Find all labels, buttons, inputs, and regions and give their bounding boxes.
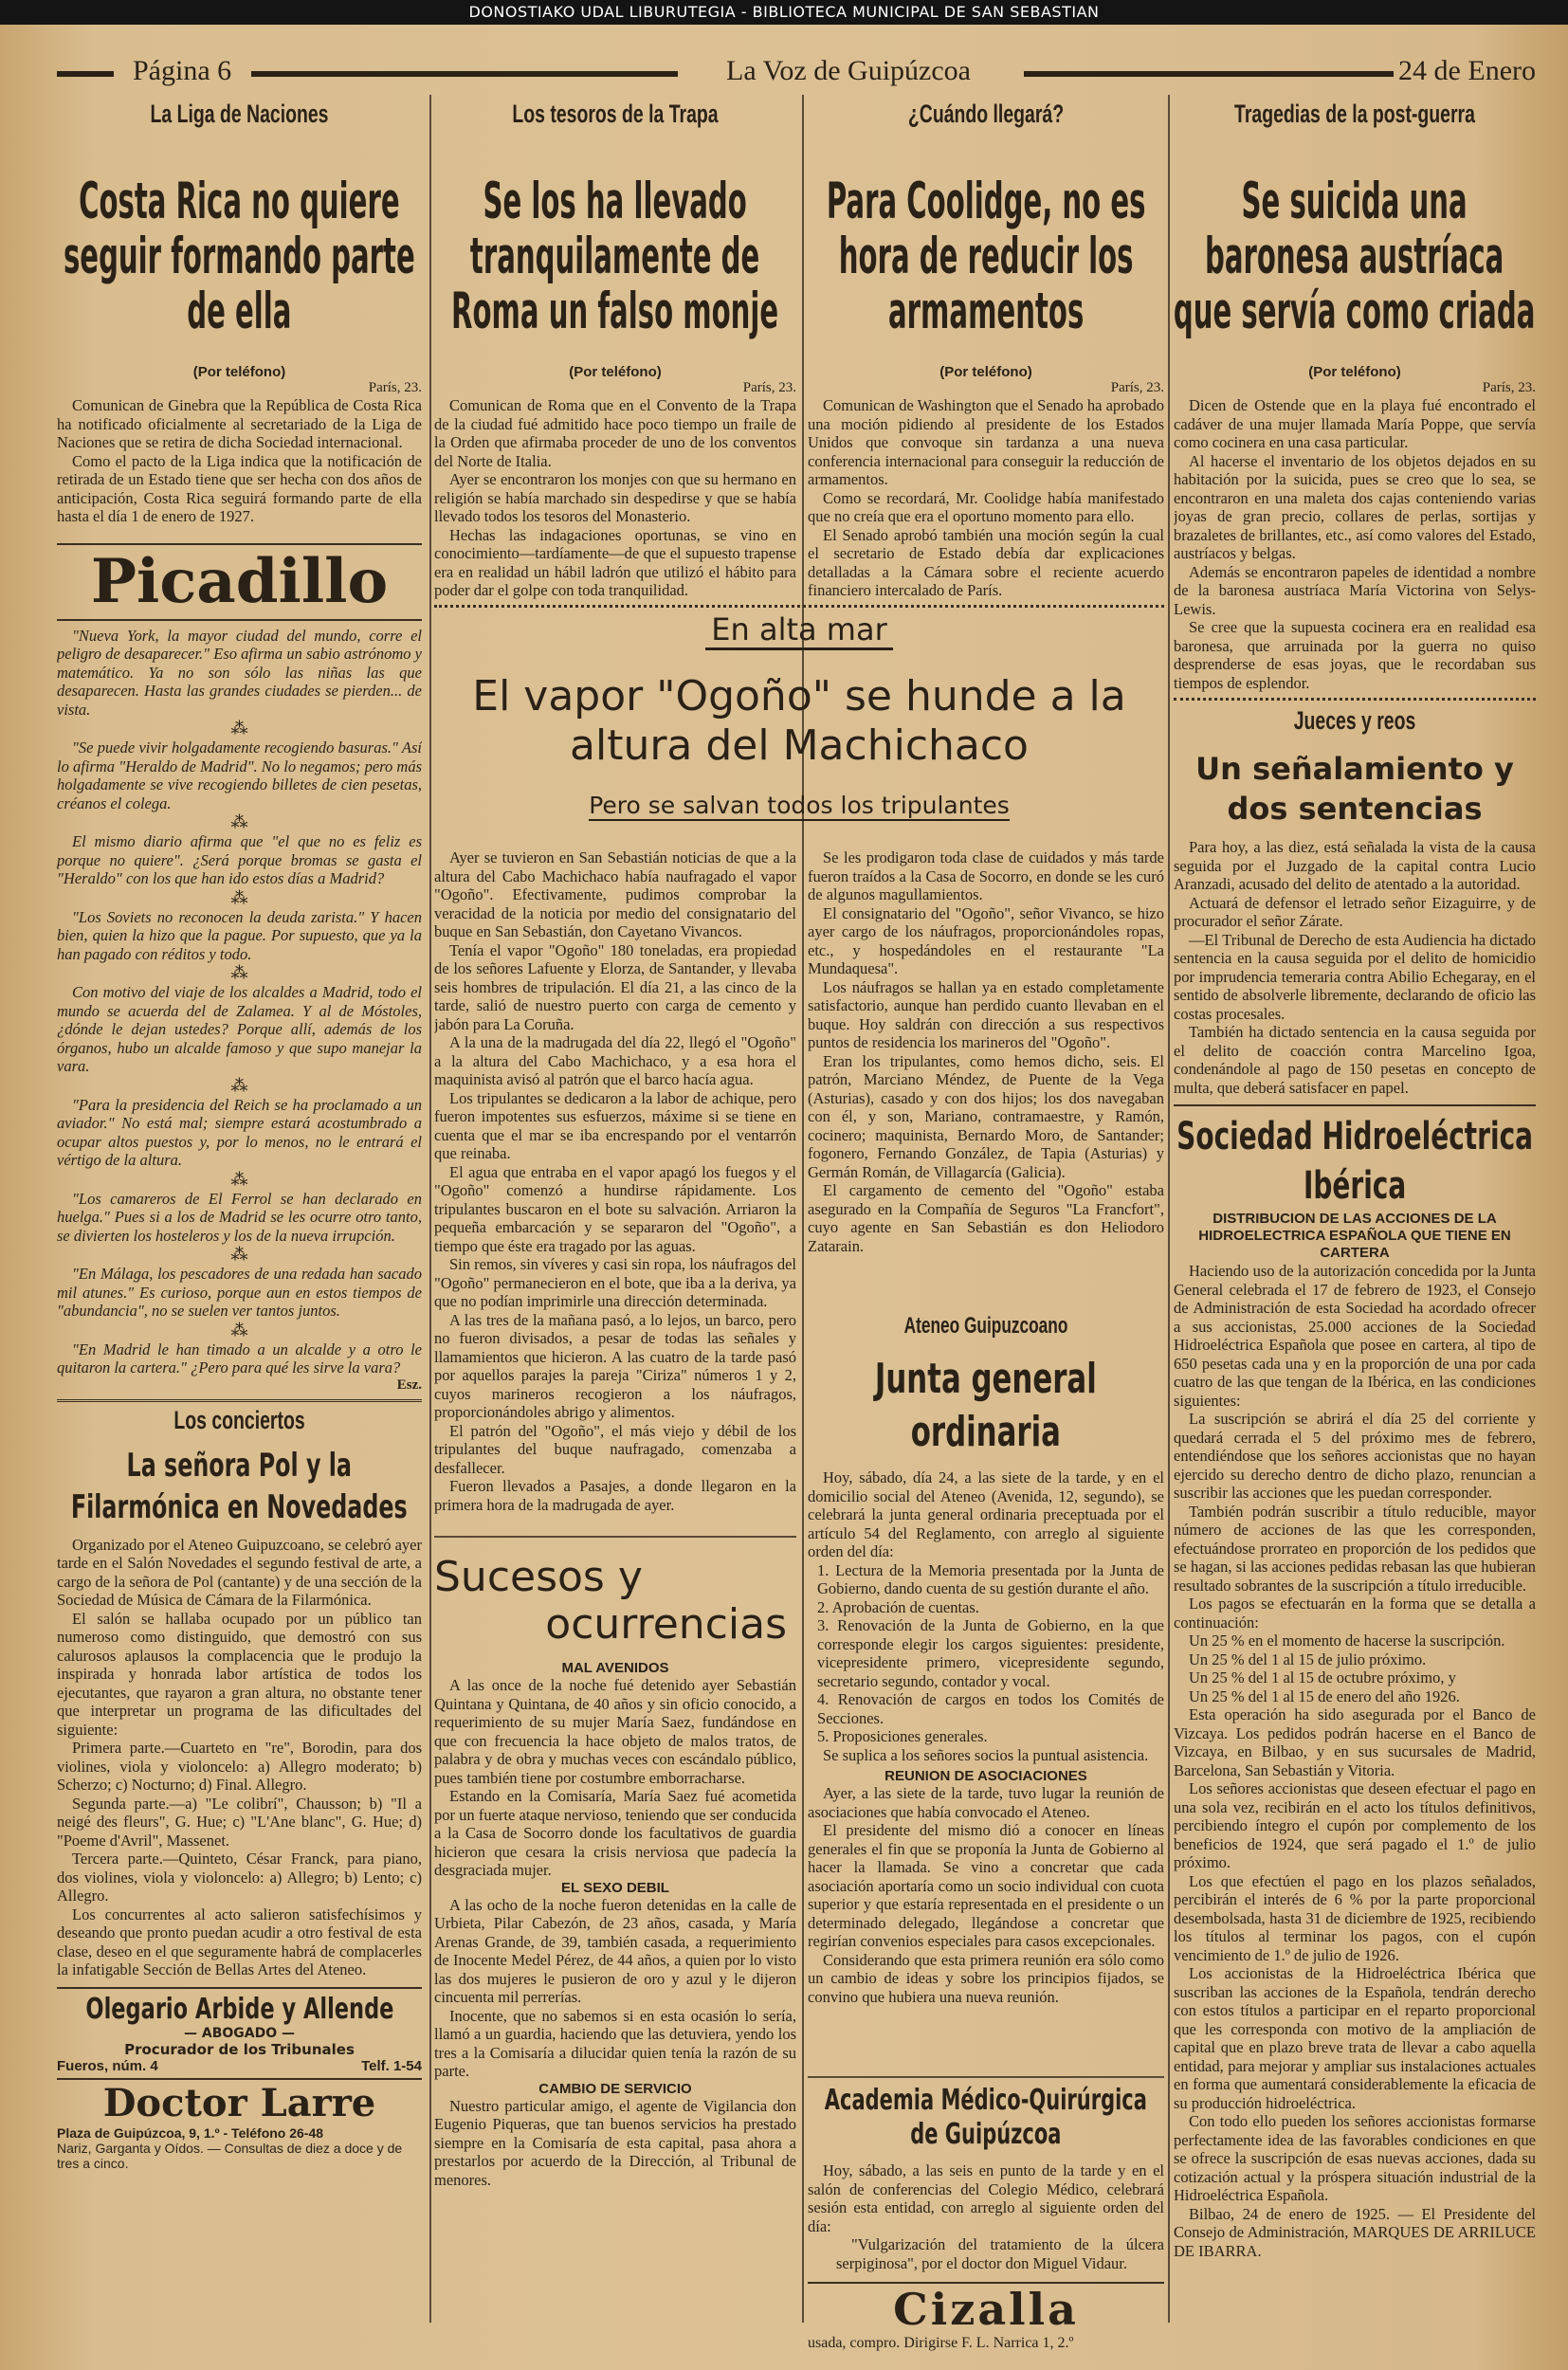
column-1 (57, 100, 422, 2365)
article-paragraph: Actuará de defensor el letrado señor Eizaguirre, y de procurador el señor Zárate. (1174, 893, 1536, 930)
article-kicker: La Liga de Naciones (150, 100, 329, 128)
separator-asterisk: ⁂ (230, 963, 248, 983)
article-paragraph: Como el pacto de la Liga indica que la notificación de retirada de un Estado tiene que ser hecha con dos años de anticipación, Costa Rica seguirá formando parte de ella hasta el día 1 de enero de 1927. (57, 451, 422, 525)
article-paragraph: El agua que entraba en el vapor apagó los fuegos y el "Ogoño" comenzó a hundirse rápidamente. Los tripulantes buscaron en el bote su salvación. Arriaron la pequeña embarcación y se separaron del "Ogoño", a tiempo que éste era tragado por las aguas. (434, 1162, 796, 1255)
separator-asterisk: ⁂ (230, 719, 248, 738)
article-paragraph: Comunican de Roma que en el Convento de la Trapa de la ciudad fué admitido hace poco tiempo un fraile de la Orden que afirmaba proceder de uno de los conventos del Norte de Italia. (434, 396, 796, 470)
separator-asterisk: ⁂ (230, 1169, 248, 1190)
article-paragraph: Los pagos se efectuarán en la forma que se detalla a continuación: (1174, 1595, 1536, 1632)
column-2-top (434, 100, 796, 602)
article-paragraph: A las once de la noche fué detenido ayer Sebastián Quintana y Quintana, de 40 años y sin oficio conocido, a requerimiento de su mujer María Saez, fundándose en que con frecuencia la hace objeto de malos tratos, de palabra y de obra y muchas veces con escándalo público, pues también tiene por costumbre emborracharse. (434, 1676, 796, 1787)
picadillo-item: El mismo diario afirma que "el que no es feliz es porque no quiere". ¿Será porque bromas se gasta el "Heraldo" con los que han ido estos días a Madrid? (57, 832, 422, 887)
section-title: ocurrencias (545, 1600, 787, 1649)
picadillo-title: Picadillo (57, 543, 422, 621)
article-paragraph: El patrón del "Ogoño", el más viejo y débil de los tripulantes del buque naufragado, comenzaba a desfallecer. (434, 1421, 796, 1477)
article-headline: Costa Rica no quiere seguir formando parte de ella (64, 173, 415, 340)
article-paragraph: El salón se hallaba ocupado por un público tan numeroso como distinguido, que demostró con sus calurosos aplausos la complacencia que le produjo la inspirada y honrada labor artística de todos los ejecutantes, que rayaron a gran altura, no obstante tener que interpretar un programa de las dificultades del siguiente: (57, 1609, 422, 1739)
article-paragraph: La suscripción se abrirá el día 25 del corriente y quedará cerrada el 5 del próximo mes de febrero, entendiéndose que los señores accionistas que no hayan ejercido su derecho dentro de dicho plazo, renuncian a suscribir las acciones que les puedan corresponder. (1174, 1410, 1536, 1502)
picadillo-item: "Nueva York, la mayor ciudad del mundo, corre el peligro de desaparecer." Eso afirma un sabio astrónomo y matemático. Ya no son sólo las niñas las que desaparecen. Hasta las grandes ciudades se pierden... de vista. (57, 626, 422, 719)
article-headline: Junta general ordinaria (875, 1355, 1097, 1456)
picadillo-item: "Los camareros de El Ferrol se han declarado en huelga." Pues si a los de Madrid se les ocurre otro tanto, se divierten los hosteleros y los de la nueva irrupción. (57, 1189, 422, 1245)
article-paragraph: También ha dictado sentencia en la causa seguida por el delito de coacción contra Marcelino Igoa, condenándole al pago de 150 pesetas en concepto de multa, que deberá satisfacer en papel. (1174, 1023, 1536, 1097)
article-paragraph: Los náufragos se hallan ya en estado completamente satisfactorio, aunque han perdido cuanto llevaban en el buque. Hoy saldrán con dirección a sus respectivos puntos de residencia los marineros del "Ogoño". (808, 977, 1164, 1051)
article-paragraph: Segunda parte.—a) "Le colibrí", Chausson; b) "Il a neigé des fleurs", G. Hue; c) "L'Ane blanc", G. Hue; d) "Poeme d'Avril", Massenet. (57, 1794, 422, 1850)
article-paragraph: Un 25 % del 1 al 15 de julio próximo. (1189, 1650, 1427, 1668)
article-headline: El vapor "Ogoño" se hunde a la altura del Machichaco (472, 672, 1126, 770)
article-subhead: DISTRIBUCION DE LAS ACCIONES DE LA HIDROELECTRICA ESPAÑOLA QUE TIENE EN CARTERA (1198, 1211, 1511, 1261)
picadillo-item: "Para la presidencia del Reich se ha proclamado a un aviador." No está mal; siempre estará acostumbrado a ocupar altos puestos y, por lo menos, no le entrará el vértigo de la altura. (57, 1095, 422, 1169)
archive-banner: DONOSTIAKO UDAL LIBURUTEGIA - BIBLIOTECA MUNICIPAL DE SAN SEBASTIAN (0, 0, 1568, 25)
article-paragraph: Eran los tripulantes, como hemos dicho, seis. El patrón, Marciano Méndez, de Puente de la Vega (Asturias), casado y con dos hijos; los dos navegaban con él, y son, Mariano, contramaestre, y Ramón, cocinero; maquinista, Bernardo Moro, de Santander; fogonero, Fernando González, de Tapia (Asturias) y Germán Román, de Villagarcía (Galicia). (808, 1051, 1164, 1181)
picadillo-item: "En Málaga, los pescadores de una redada han sacado mil atunes." Es curioso, porque aun en estos tiempos de "abundancia", no se suelen ver tantos juntos. (57, 1265, 422, 1320)
academia-notice (808, 2084, 1164, 2359)
article-paragraph: Con todo ello pueden los señores accionistas formarse perfectamente idea de las favorables condiciones en que se ofrece la suscripción de esas nuevas acciones, dada su cotización actual y la próspera situación industrial de la Hidroeléctrica Española. (1174, 2112, 1536, 2204)
column-divider (1168, 95, 1170, 2323)
article-paragraph: Un 25 % del 1 al 15 de octubre próximo, y (1189, 1668, 1456, 1686)
article-paragraph: Al hacerse el inventario de los objetos dejados en su habitación por la suicida, pues se creo que lo sea, se encontraron en una maleta dos cajas conteniendo varias joyas de gran precio, collares de perlas, sortijas y brazaletes de brillantes, etc., así como valores del Estado, austríacos y belgas. (1174, 451, 1536, 562)
article-dateline: París, 23. (368, 380, 422, 395)
article-paragraph: Como se recordará, Mr. Coolidge había manifestado que no creía que era el oportuno momento para ello. (808, 488, 1164, 525)
article-dateline: París, 23. (742, 380, 796, 395)
newspaper-name: La Voz de Guipúzcoa (726, 55, 971, 86)
section-rule (434, 1536, 796, 1538)
article-kicker: ¿Cuándo llegará? (907, 100, 1065, 128)
article-paragraph: Se les prodigaron toda clase de cuidados y más tarde fueron traídos a la Casa de Socorro, en donde se les curó de algunos magullamientos. (808, 848, 1164, 903)
article-paragraph: Se suplica a los señores socios la puntual asistencia. (823, 1745, 1149, 1764)
article-paragraph: Ayer se encontraron los monjes con que su hermano en religión se había marchado sin despedirse y que se había llevado todos los tesoros del Monasterio. (434, 470, 796, 525)
article-paragraph: Nuestro particular amigo, el agente de Vigilancia don Eugenio Piqueras, que tan buenos servicios ha prestado siempre en la Comisaría de esta capital, pasa ahora a prestarlos por acuerdo de la Dirección, al Tribunal de menores. (434, 2096, 796, 2189)
article-kicker: Los tesoros de la Trapa (512, 100, 719, 128)
picadillo-item: "En Madrid le han timado a un alcalde y a otro le quitaron la cartera." ¿Pero para qué les sirve la vara? (57, 1340, 422, 1376)
article-kicker: En alta mar (705, 611, 892, 650)
ateneo-article (808, 1313, 1164, 2071)
article-paragraph: Inocente, que no sabemos si en esta ocasión lo sería, llamó a un guardia, haciendo que las detuviera, yendo los tres a la Comisaría a dilucidar quien tenía la razón de su parte. (434, 2006, 796, 2080)
article-kicker: Los conciertos (173, 1405, 305, 1434)
page-header (57, 55, 1536, 93)
article-dateline: París, 23. (1110, 380, 1164, 395)
article-headline: Academia Médico-Quirúrgica de Guipúzcoa (824, 2084, 1148, 2151)
dotted-separator (434, 605, 1164, 608)
lawyer-ad (57, 1987, 422, 2074)
ad-address: Plaza de Guipúzcoa, 9, 1.º - Teléfono 26-48 (57, 2124, 324, 2141)
agenda-item: 3. Renovación de la Junta de Gobierno, en la que corresponde elegir los cargos siguientes: presidente, vicepresidente primero, vicepresidente segundo, secretario segundo, contador y vocal. (817, 1616, 1164, 1690)
article-paragraph: Esta operación ha sido asegurada por el Banco de Vizcaya. Los pedidos podrán hacerse en el Banco de Vizcaya, en Bilbao, y en sus sucursales de Madrid, Barcelona, San Sebastián y Vitoria. (1174, 1705, 1536, 1779)
article-paragraph: Bilbao, 24 de enero de 1925. — El Presidente del Consejo de Administración, MARQUES DE ARRILUCE DE IBARRA. (1174, 2204, 1536, 2260)
article-paragraph: El cargamento de cemento del "Ogoño" estaba asegurado en la Compañía de Seguros "La Francfort", cuyo agente en San Sebastián es don Heliodoro Zatarain. (808, 1181, 1164, 1255)
ogono-body-right (808, 848, 1164, 1322)
picadillo-signature: Esz. (396, 1376, 422, 1393)
column-4 (1174, 100, 1536, 2365)
article-headline: Para Coolidge, no es hora de reducir los armamentos (826, 173, 1146, 340)
article-paragraph: Tercera parte.—Quinteto, César Franck, para piano, dos violines, viola y violoncelo: a) Allegro; b) Lento; c) Allegro. (57, 1850, 422, 1905)
sucesos-section (434, 1540, 796, 2365)
article-paragraph: Los señores accionistas que deseen efectuar el pago en una sola vez, recibirán en el acto los títulos definitivos, percibiendo íntegro el cupón por complemento de los beneficios de 1924, que será pagado el 1.º de julio próximo. (1174, 1779, 1536, 1871)
separator-asterisk: ⁂ (230, 1075, 248, 1096)
article-paragraph: Comunican de Ginebra que la República de Costa Rica ha notificado oficialmente al secretariado de la Liga de Naciones que se retira de dicha Sociedad internacional. (57, 396, 422, 451)
section-title: Sucesos y (434, 1553, 643, 1601)
issue-date: 24 de Enero (1398, 55, 1536, 86)
article-paragraph: El consignatario del "Ogoño", señor Vivanco, se hizo ayer cargo de los náufragos, proporcionándoles ropas, etc., y hospedándoles en el restaurante "La Mundaquesa". (808, 903, 1164, 977)
article-paragraph: Primera parte.—Cuarteto en "re", Borodin, para dos violines, viola y violoncelo: a) Allegro moderato; b) Scherzo; c) Nocturno; d) Final. Allegro. (57, 1739, 422, 1794)
picadillo-item: "Se puede vivir holgadamente recogiendo basuras." Así lo afirma "Heraldo de Madrid". No lo negamos; pero más holgadamente se vive recogiendo billetes de cien pesetas, créanos el colega. (57, 738, 422, 812)
ad-name: Doctor Larre (102, 2080, 376, 2125)
article-kicker: Tragedias de la post-guerra (1234, 100, 1475, 128)
article-paragraph: El presidente del mismo dió a conocer en líneas generales el fin que se proponía la Junta de Gobierno al hacer la llamada. Se vino a concretar que cada asociación aportaría como un socio individual con cuota superior y que estaría representada en el presidente o un determinado delegado, llegándose a concretar que regirían convenios especiales para casos excepcionales. (808, 1821, 1164, 1950)
article-paragraph: Dicen de Ostende que en la playa fué encontrado el cadáver de una mujer llamada María Poppe, que servía como cocinera en una casa particular. (1174, 396, 1536, 451)
article-source: (Por teléfono) (192, 364, 286, 380)
agenda-item: 2. Aprobación de cuentas. (817, 1597, 979, 1616)
article-kicker: Jueces y reos (1293, 706, 1416, 735)
subsection-title: EL SEXO DEBIL (561, 1879, 669, 1896)
ad-name: Olegario Arbide y Allende (84, 1992, 394, 2026)
article-paragraph: Para hoy, a las diez, está señalada la vista de la causa seguida por el Juzgado de la capital contra Lucio Aranzadi, acusado del delito de atentado a la autoridad. (1174, 838, 1536, 893)
article-paragraph: Además se encontraron papeles de identidad a nombre de la baronesa austríaca María Victorina von Selys-Lewis. (1174, 562, 1536, 618)
article-headline: Se los ha llevado tranquilamente de Roma un falso monje (451, 173, 779, 340)
article-headline: Sociedad Hidroeléctrica Ibérica (1176, 1115, 1533, 1208)
header-rule-left (57, 71, 114, 77)
ad-line: Nariz, Garganta y Oídos. — Consultas de diez a doce y de tres a cinco. (57, 2140, 403, 2171)
ad-phone: Telf. 1-54 (361, 2057, 422, 2074)
ogono-header (434, 611, 1164, 839)
column-3-top (808, 100, 1164, 602)
ad-address: Fueros, núm. 4 (57, 2057, 158, 2074)
picadillo-item: Con motivo del viaje de los alcaldes a Madrid, todo el mundo se acuerda del de Zalamea. Y al de Móstoles, ¿dónde le dejan ustedes? Porque allí, además de los órganos, hubo un alcalde famoso y que supo manejar la vara. (57, 983, 422, 1075)
article-paragraph: A las tres de la mañana pasó, a lo lejos, un barco, pero no fueron divisados, a pesar de todas las señales y llamamientos que hicieron. A las cuatro de la tarde pasó por aquellos parajes la pareja "Ciriza" números 1 y 2, cuyos marineros recogieron a los náufragos, proporcionándoles abrigo y alimentos. (434, 1310, 796, 1421)
ad-role: — ABOGADO — (183, 2025, 295, 2041)
section-rule (808, 2076, 1164, 2078)
article-source: (Por teléfono) (1308, 364, 1401, 380)
doctor-ad (57, 2078, 422, 2171)
article-paragraph: Comunican de Washington que el Senado ha aprobado una moción pidiendo al presidente de los Estados Unidos que convoque sin tardanza a una nueva conferencia internacional para conseguir la reducción de armamentos. (808, 396, 1164, 488)
article-paragraph: A las ocho de la noche fueron detenidas en la calle de Urbieta, Pilar Cabezón, de 23 años, casada, y María Arenas Grande, de 39, también casada, a requerimiento de Inocente Medel Pérez, de 44 años, a quien por lo visto las dos mujeres le pusieron de oro y azul y le dijeron cincuenta mil perrerías. (434, 1895, 796, 2006)
article-paragraph: Considerando que esta primera reunión era sólo como un cambio de ideas y sobre los principios fijados, se convino que hubiera una nueva reunión. (808, 1950, 1164, 2006)
subsection-title: CAMBIO DE SERVICIO (538, 2080, 692, 2097)
article-paragraph: Hoy, sábado, a las seis en punto de la tarde y en el salón de conferencias del Colegio Médico, celebrará sesión esta entidad, con arreglo al siguiente orden del día: (808, 2161, 1164, 2235)
ad-line: usada, compro. Dirigirse F. L. Narrica 1, 2.º (808, 2335, 1074, 2351)
article-paragraph: Estando en la Comisaría, María Saez fué acometida por un fuerte ataque nervioso, teniendo que ser conducida a la Casa de Socorro donde los facultativos de guardia hicieron que cesara la crisis nerviosa que padecía la desgraciada mujer. (434, 1787, 796, 1879)
header-rule-mid-right (1024, 71, 1394, 77)
separator-asterisk: ⁂ (230, 887, 248, 908)
article-headline: La señora Pol y la Filarmónica en Novedades (71, 1446, 408, 1526)
separator-asterisk: ⁂ (230, 812, 248, 832)
article-source: (Por teléfono) (569, 364, 662, 380)
page-number: Página 6 (133, 55, 232, 86)
article-paragraph: Tenía el vapor "Ogoño" 180 toneladas, era propiedad de los señores Lafuente y Elorza, de Santander, y llevaba seis hombres de tripulación. El día 21, a las cinco de la tarde, salió de nuestro puerto con carga de cemento y jabón para La Coruña. (434, 940, 796, 1033)
agenda-item: "Vulgarización del tratamiento de la úlcera serpiginosa", por el doctor don Miguel Vidaur. (836, 2235, 1164, 2272)
article-paragraph: Hoy, sábado, día 24, a las siete de la tarde, y en el domicilio social del Ateneo (Avenida, 12, segundo), se celebrará la junta general ordinaria preceptuada por el artículo 54 del Reglamento, con arreglo al siguiente orden del día: (808, 1468, 1164, 1560)
article-paragraph: Hechas las indagaciones oportunas, se vino en conocimiento—tardíamente—de que el supuesto trapense era en realidad un hábil ladrón que utilizó el hábito para poder dar el golpe con toda tranquilidad. (434, 525, 796, 599)
column-divider (429, 95, 431, 2323)
article-source: (Por teléfono) (939, 364, 1032, 380)
article-dateline: París, 23. (1482, 380, 1536, 395)
article-paragraph: El Senado aprobó también una moción según la cual el secretario de Estado debía dar explicaciones detalladas a la Cámara sobre el reciente acuerdo financiero intercalado de París. (808, 525, 1164, 599)
article-headline: Se suicida una baronesa austríaca que servía como criada (1174, 173, 1536, 340)
article-paragraph: Los que efectúen el pago en los plazos señalados, percibirán el interés de 6 % por la parte proporcional desembolsada, hasta 31 de diciembre de 1925, recibiendo los títulos al terminar los pagos, con el cupón vencimiento de 1.º de julio de 1926. (1174, 1871, 1536, 1964)
subsection-title: REUNION DE ASOCIACIONES (884, 1768, 1087, 1784)
article-paragraph: Un 25 % del 1 al 15 de enero del año 1926. (1189, 1686, 1460, 1705)
article-paragraph: Un 25 % en el momento de hacerse la suscripción. (1189, 1632, 1505, 1650)
article-paragraph: Se cree que la supuesta cocinera era en realidad esa baronesa, que arruinada por la guerra no quiso desprenderse de esas joyas, que le recordaban sus tiempos de esplendor. (1174, 618, 1536, 692)
article-paragraph: Organizado por el Ateneo Guipuzcoano, se celebró ayer tarde en el Salón Novedades el segundo festival de arte, a cargo de la señora de Pol (cantante) y de una sección de la Sociedad de Música de Cámara de la Filarmónica. (57, 1535, 422, 1609)
agenda-item: 1. Lectura de la Memoria presentada por la Junta de Gobierno, dando cuenta de su gestión durante el año. (817, 1560, 1164, 1597)
article-paragraph: Ayer, a las siete de la tarde, tuvo lugar la reunión de asociaciones que había convocado el Ateneo. (808, 1784, 1164, 1821)
ad-line: Procurador de los Tribunales (124, 2040, 355, 2058)
article-paragraph: —El Tribunal de Derecho de esta Audiencia ha dictado sentencia en la causa seguida por el delito de homicidio por imprudencia temeraria contra Abilio Echegaray, en el sentido de absolverle libremente, declarando de oficio las costas procesales. (1174, 930, 1536, 1023)
article-paragraph: Los accionistas de la Hidroeléctrica Ibérica que suscriban las acciones de la Española, tendrán derecho con estos títulos a participar en el reparto proporcional que les corresponda con motivo de la ampliación de capital que en plazo breve trata de llevar a cabo aquella entidad, para mejorar y ampliar sus instalaciones actuales en forma que aumentará considerablemente la eficacia de su producción hidroeléctrica. (1174, 1964, 1536, 2112)
agenda-item: 4. Renovación de cargos en todos los Comités de Secciones. (817, 1690, 1164, 1727)
article-paragraph: Fueron llevados a Pasajes, a donde llegaron en la primera hora de la madrugada de ayer. (434, 1477, 796, 1514)
ad-name: Cizalla (893, 2284, 1079, 2335)
column-divider (802, 95, 804, 2323)
separator-asterisk: ⁂ (230, 1245, 248, 1265)
article-kicker: Ateneo Guipuzcoano (903, 1313, 1068, 1339)
subsection-title: MAL AVENIDOS (561, 1660, 669, 1676)
article-paragraph: Sin remos, sin víveres y casi sin ropa, los náufragos del "Ogoño" permanecieron en el bote, que iba a la deriva, ya que no podían imprimirle una dirección determinada. (434, 1255, 796, 1310)
article-paragraph: Ayer se tuvieron en San Sebastián noticias de que a la altura del Cabo Machichaco había naufragado el vapor "Ogoño". Efectivamente, pudimos comprobar la veracidad de la noticia por medio del consignatario del buque en San Sebastián, don Cayetano Vivancos. (434, 848, 796, 940)
header-rule-mid-left (251, 71, 678, 77)
ogono-body-left (434, 848, 796, 1526)
article-paragraph: También podrán suscribir a título reducible, mayor número de acciones de las que les corresponden, efectuándose prorrateo en proporción de los pedidos que se hagan, si las acciones pedidas rebasan las que hubieran resultado sobrantes de la suscripción a título irreducible. (1174, 1502, 1536, 1595)
article-headline: Un señalamiento y dos sentencias (1195, 751, 1514, 827)
article-paragraph: Los concurrentes al acto salieron satisfechísimos y deseando que pronto puedan acudir a otro festival de esta clase, deseo en el que seguramente habrá de complacerles la infatigable Sección de Bellas Artes del Ateneo. (57, 1905, 422, 1978)
article-paragraph: A la una de la madrugada del día 22, llegó el "Ogoño" a la altura del Cabo Machichaco, y a esa hora el maquinista avisó al patrón que el barco hacía agua. (434, 1033, 796, 1088)
article-paragraph: Haciendo uso de la autorización concedida por la Junta General celebrada el 17 de febrero de 1923, el Consejo de Administración de esta Sociedad ha acordado ofrecer a sus accionistas, 25.000 acciones de la Sociedad Hidroeléctrica Española que posee en cartera, al tipo de 650 pesetas cada una y en la proporción de una por cada cuatro de las que tengan de la Ibérica, en las condiciones siguientes: (1174, 1262, 1536, 1410)
agenda-item: 5. Proposiciones generales. (817, 1727, 988, 1745)
picadillo-item: "Los Soviets no reconocen la deuda zarista." Y hacen bien, quien la hizo que la pague. Por supuesto, que ya la han pagado con réditos y todo. (57, 907, 422, 963)
article-subhead: Pero se salvan todos los tripulantes (589, 792, 1010, 819)
separator-asterisk: ⁂ (230, 1320, 248, 1340)
article-paragraph: Los tripulantes se dedicaron a la labor de achique, pero fueron impotentes sus esfuerzos, máxime si se tiene en cuenta que el mar se iba encrespando por el ventarrón que reinaba. (434, 1088, 796, 1162)
